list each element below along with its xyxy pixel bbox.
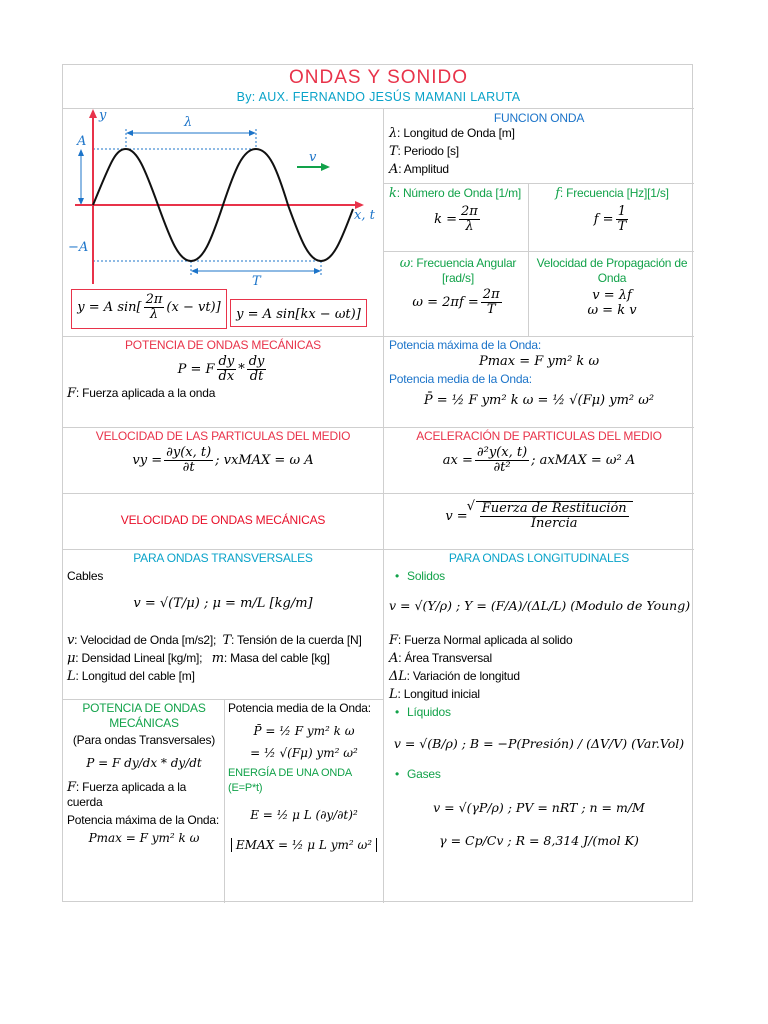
equation: v = λf — [592, 288, 632, 303]
section-title: ENERGÍA DE UNA ONDA (E=P*t) — [228, 767, 352, 794]
fraction-numerator: 2π — [145, 292, 163, 307]
label: Potencia máxima de la Onda: — [389, 338, 542, 352]
divider — [63, 427, 694, 428]
label: Potencia media de la Onda: — [228, 701, 371, 715]
bullet-gases: • Gases — [395, 767, 689, 782]
section-title: POTENCIA DE ONDAS MECÁNICAS — [82, 701, 206, 730]
divider — [63, 549, 694, 550]
eq-part: y = A sin[ — [77, 300, 142, 315]
arrow-head — [314, 268, 321, 274]
divider — [63, 493, 694, 494]
eq-part: ω = 2πf = — [412, 295, 479, 310]
fraction-numerator: dy — [248, 354, 265, 369]
subtitle: (Para ondas Transversales) — [72, 733, 216, 747]
eq-part: ; axMAX = ω² A — [531, 453, 636, 468]
section-title: PARA ONDAS LONGITUDINALES — [448, 551, 630, 565]
potencia-max-media — [389, 338, 689, 408]
divider — [383, 108, 384, 903]
fraction-denominator: λ — [149, 307, 159, 322]
eq-part: v = — [445, 509, 468, 524]
arrow-head — [191, 268, 198, 274]
fraction-numerator: 2π — [461, 204, 478, 219]
symbol: f — [555, 186, 560, 201]
fraction-numerator: ∂y(x, t) — [166, 445, 212, 460]
velocidad-propagacion — [533, 256, 691, 318]
equation: Pmax = F ym² k ω — [88, 831, 200, 845]
formula-sheet — [62, 64, 693, 902]
section-title: POTENCIA DE ONDAS MECÁNICAS — [125, 338, 321, 352]
section-title: Velocidad de Propagación de Onda — [536, 256, 688, 285]
definition: : Variación de longitud — [406, 669, 520, 683]
wave-equation-1 — [71, 289, 227, 329]
arrow-head — [89, 109, 97, 118]
eq-part: k = — [434, 212, 458, 227]
definition: : Longitud del cable [m] — [75, 669, 195, 683]
definition: : Longitud de Onda [m] — [397, 126, 515, 140]
frecuencia-angular — [389, 256, 527, 317]
definition: : Número de Onda [1/m] — [396, 186, 522, 200]
divider — [383, 251, 694, 252]
section-title: PARA ONDAS TRANSVERSALES — [133, 551, 313, 565]
ondas-transversales: PARA ONDAS TRANSVERSALES Cables v = √(T/μ) ; μ = m/L [kg/m] v: Velocidad de Onda [m/s2]; T: Tensión de la cuerda [N] μ: Densidad Lineal [kg/m]; m: Masa del cable [kg] L: Longitud del cable [m] — [67, 551, 379, 684]
divider — [528, 183, 529, 336]
eq-part: f = — [593, 212, 614, 227]
section-title: FUNCION ONDA — [493, 111, 585, 125]
wave-equation-2 — [230, 299, 367, 327]
wave-diagram — [65, 109, 381, 287]
definition: : Frecuencia [Hz][1/s] — [559, 186, 669, 200]
fraction-denominator: dx — [218, 369, 235, 384]
section-title: VELOCIDAD DE ONDAS MECÁNICAS — [120, 513, 326, 527]
period-label: T — [252, 274, 261, 287]
energia-onda — [228, 701, 380, 852]
fraction-numerator: ∂²y(x, t) — [476, 445, 528, 460]
eq-part: (x − vt)] — [166, 300, 221, 315]
arrow-head — [126, 130, 133, 136]
definition: : Longitud inicial — [397, 687, 480, 701]
equation: E = ½ μ L (∂y/∂t)² — [250, 808, 358, 822]
section-title: ACELERACIÓN DE PARTICULAS DEL MEDIO — [416, 429, 662, 443]
definition: : Fuerza Normal aplicada al solido — [397, 633, 573, 647]
equation: P = F dy/dx * dy/dt — [86, 756, 202, 770]
definition: : Periodo [s] — [397, 144, 459, 158]
potencia-transversal: POTENCIA DE ONDAS MECÁNICAS (Para ondas Transversales) P = F dy/dx * dy/dt F: Fuerza aplicada a la cuerda Potencia máxima de la Onda: Pmax = F ym² k ω — [67, 701, 220, 845]
velocidad-particulas — [67, 429, 379, 475]
eq-text: y = A sin[kx − ωt)] — [236, 307, 361, 322]
lambda-label: λ — [184, 115, 193, 130]
fraction-numerator: dy — [218, 354, 235, 369]
arrow-head — [321, 163, 330, 171]
equation: P̄ = ½ F ym² k ω = ½ √(Fμ) ym² ω² — [423, 393, 655, 408]
amplitude-label: A — [77, 134, 87, 149]
symbol: k — [389, 186, 397, 201]
definition: : Amplitud — [398, 162, 449, 176]
ondas-longitudinales: PARA ONDAS LONGITUDINALES • Solidos v = √(Y/ρ) ; Y = (F/A)/(ΔL/L) (Modulo de Young) F: Fuerza Normal aplicada al solido A: Área Transversal ΔL: Variación de longitud L: Longitud inicial • Líquidos v = √(B/ρ) ; B = −P(Presión) / (ΔV/V) (Var.Vol) • Gases v = √(γP/ρ) ; PV = nRT ; n = m/M γ = Cp/Cv ; R = 8,314 J/(mol K) — [389, 551, 689, 848]
arrow-head — [78, 198, 84, 205]
velocidad-ondas — [67, 513, 379, 528]
equation: Pmax = F ym² k ω — [478, 354, 600, 369]
equation: γ = Cp/Cv ; R = 8,314 J/(mol K) — [439, 833, 639, 848]
bullet-solidos: • Solidos — [395, 569, 689, 584]
bullet-liquidos: • Líquidos — [395, 705, 689, 720]
label: Potencia máxima de la Onda: — [67, 813, 220, 827]
label: Potencia media de la Onda: — [389, 372, 532, 386]
fraction-denominator: dt — [249, 369, 264, 384]
fraction-denominator: T — [617, 219, 627, 234]
divider — [224, 699, 225, 903]
symbol: A — [389, 162, 399, 177]
definition: : Fuerza aplicada a la onda — [75, 386, 216, 400]
fraction-denominator: T — [486, 302, 496, 317]
equation: = ½ √(Fμ) ym² ω² — [250, 746, 358, 760]
subsection-label: Cables — [67, 569, 104, 583]
equation: EMAX = ½ μ L ym² ω² — [231, 838, 377, 852]
header — [63, 67, 694, 105]
equation: v = √(T/μ) ; μ = m/L [kg/m] — [133, 596, 313, 611]
definition: : Densidad Lineal [kg/m]; — [75, 651, 203, 665]
author: By: AUX. FERNANDO JESÚS MAMANI LARUTA — [236, 90, 521, 104]
symbol: T — [389, 144, 398, 159]
page-title: ONDAS Y SONIDO — [288, 67, 469, 88]
fraction-numerator: 2π — [482, 287, 500, 302]
arrow-head — [249, 130, 256, 136]
definition: : Tensión de la cuerda [N] — [230, 633, 362, 647]
symbol: λ — [389, 126, 398, 141]
definition: : Área Transversal — [398, 651, 492, 665]
potencia-ondas — [67, 338, 379, 401]
definition: : Velocidad de Onda [m/s2]; — [74, 633, 217, 647]
eq-part: ax = — [442, 453, 473, 468]
equation: P̄ = ½ F ym² k ω — [253, 724, 355, 738]
divider — [63, 336, 694, 337]
divider — [383, 183, 694, 184]
equation: v = √(Y/ρ) ; Y = (F/A)/(ΔL/L) (Modulo de Young) — [389, 598, 691, 613]
definition: : Masa del cable [kg] — [223, 651, 330, 665]
definition: : Fuerza aplicada a la cuerda — [67, 780, 187, 809]
aceleracion-particulas — [389, 429, 689, 475]
fraction-denominator: ∂t — [182, 460, 195, 475]
eq-part: * — [238, 362, 245, 377]
eq-part: vy = — [132, 453, 163, 468]
velocidad-ondas-equation — [389, 501, 689, 531]
equation: v = √(γP/ρ) ; PV = nRT ; n = m/M — [433, 800, 645, 815]
wave-figure — [65, 109, 381, 287]
fraction-numerator: 1 — [616, 205, 629, 220]
arrow-head — [78, 149, 84, 156]
symbol: F — [67, 386, 76, 401]
y-axis-label: y — [99, 109, 107, 123]
fraction-numerator: √ Fuerza de Restitución — [481, 501, 627, 516]
numero-onda — [389, 186, 527, 234]
fraction-denominator: λ — [465, 219, 474, 234]
eq-part: P = F — [177, 362, 215, 377]
equation: v = √(B/ρ) ; B = −P(Presión) / (ΔV/V) (Var.Vol) — [393, 736, 685, 751]
section-title: VELOCIDAD DE LAS PARTICULAS DEL MEDIO — [95, 429, 351, 443]
minus-amplitude-label: −A — [68, 240, 89, 255]
equation: ω = k v — [587, 303, 637, 318]
funcion-onda — [389, 111, 689, 177]
eq-part: ; vxMAX = ω A — [215, 453, 314, 468]
frecuencia — [533, 186, 691, 234]
velocity-label: v — [309, 150, 317, 165]
divider — [63, 699, 383, 700]
symbol: ω — [399, 256, 411, 271]
xt-axis-label: x, t — [354, 208, 375, 223]
fraction-denominator: ∂t² — [493, 460, 511, 475]
definition: : Frecuencia Angular [rad/s] — [410, 256, 517, 285]
fraction-denominator: Inercia — [530, 516, 578, 531]
